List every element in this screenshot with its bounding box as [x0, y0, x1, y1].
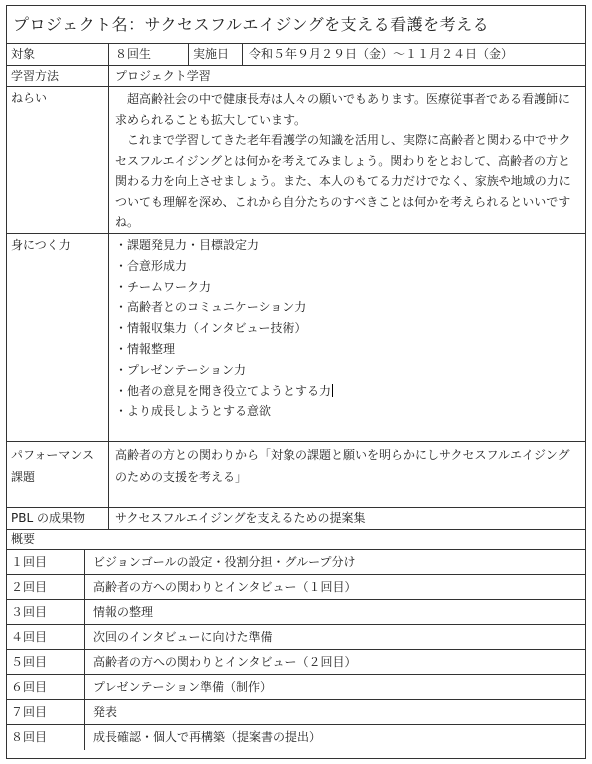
- session-description: 情報の整理: [93, 605, 154, 619]
- target-row: [7, 44, 585, 66]
- overview-label: 概要: [11, 532, 36, 546]
- date-label: 実施日: [189, 44, 243, 65]
- session-description: プレゼンテーション準備（制作）: [93, 680, 273, 694]
- skill-item: ・チームワーク力: [115, 279, 212, 294]
- target-value: ８回生: [109, 44, 189, 65]
- performance-label-line2: 課題: [11, 470, 36, 484]
- session-row: [7, 725, 585, 750]
- skill-item: ・課題発見力・目標設定力: [115, 238, 260, 252]
- skill-item: ・プレゼンテーション力: [115, 362, 247, 377]
- session-row: [7, 675, 585, 700]
- performance-label-line1: パフォーマンス: [11, 448, 95, 462]
- session-row: [7, 575, 585, 600]
- pbl-label: PBL の成果物: [7, 508, 109, 529]
- session-row: [7, 650, 585, 675]
- session-row: [7, 550, 585, 575]
- session-number: ３回目: [7, 600, 85, 624]
- aim-text: [109, 87, 585, 233]
- session-row: [7, 600, 585, 625]
- session-row: [7, 625, 585, 650]
- session-description: 高齢者の方への関わりとインタビュー（１回目）: [93, 580, 357, 594]
- skill-item: ・他者の意見を聞き役立てようとする力: [115, 383, 332, 398]
- skills-row: [7, 234, 585, 442]
- session-number: １回目: [7, 550, 85, 574]
- skills-label: 身につく力: [7, 234, 109, 441]
- pbl-row: [7, 508, 585, 530]
- session-row: [7, 700, 585, 725]
- performance-row: [7, 442, 585, 508]
- skill-item: ・情報収集力（インタビュー技術）: [115, 321, 307, 336]
- skill-item: ・高齢者とのコミュニケーション力: [115, 300, 307, 315]
- overview-header-row: [7, 530, 585, 550]
- skill-item: ・合意形成力: [115, 258, 188, 273]
- pbl-value: サクセスフルエイジングを支えるための提案集: [115, 511, 366, 525]
- session-description: 次回のインタビューに向けた準備: [93, 630, 273, 644]
- project-sheet: [6, 5, 586, 759]
- method-value: プロジェクト学習: [115, 69, 211, 83]
- skills-list: [109, 234, 585, 441]
- target-label: 対象: [7, 44, 109, 65]
- session-number: ４回目: [7, 625, 85, 649]
- sessions-table: [7, 550, 585, 750]
- session-description: ビジョンゴールの設定・役割分担・グループ分け: [93, 555, 356, 569]
- performance-label: [7, 442, 109, 507]
- text-cursor: [332, 384, 333, 397]
- session-description: 発表: [93, 705, 118, 719]
- aim-paragraph-1: 超高齢社会の中で健康長寿は人々の願いでもあります。医療従事者である看護師に求められることも拡大しています。: [115, 92, 571, 127]
- session-number: ８回目: [7, 725, 85, 750]
- performance-text: 高齢者の方との関わりから「対象の課題と願いを明らかにしサクセスフルエイジングのための支援を考える」: [115, 448, 570, 484]
- session-number: ２回目: [7, 575, 85, 599]
- aim-paragraph-2: これまで学習してきた老年看護学の知識を活用し、実際に高齢者と関わる中でサクセスフルエイジングとは何かを考えてみましょう。関わりをとおして、高齢者の方と関わる力を向上させましょう。また、本人のもてる力だけでなく、家族や地域の力についても理解を深め、これから自分たちのすべきことは何かを考えられるといいですね。: [115, 133, 571, 229]
- skill-item: ・より成長しようとする意欲: [115, 404, 272, 419]
- session-number: ６回目: [7, 675, 85, 699]
- date-value: 令和５年９月２９日（金）～１１月２４日（金）: [249, 47, 514, 61]
- session-number: ７回目: [7, 700, 85, 724]
- aim-label: ねらい: [7, 87, 109, 233]
- method-row: [7, 66, 585, 87]
- project-title: プロジェクト名：サクセスフルエイジングを支える看護を考える: [7, 6, 585, 44]
- session-number: ５回目: [7, 650, 85, 674]
- method-label: 学習方法: [7, 66, 109, 86]
- session-description: 成長確認・個人で再構築（提案書の提出）: [93, 730, 322, 744]
- skill-item: ・情報整理: [115, 341, 176, 356]
- aim-row: [7, 87, 585, 234]
- session-description: 高齢者の方への関わりとインタビュー（２回目）: [93, 655, 357, 669]
